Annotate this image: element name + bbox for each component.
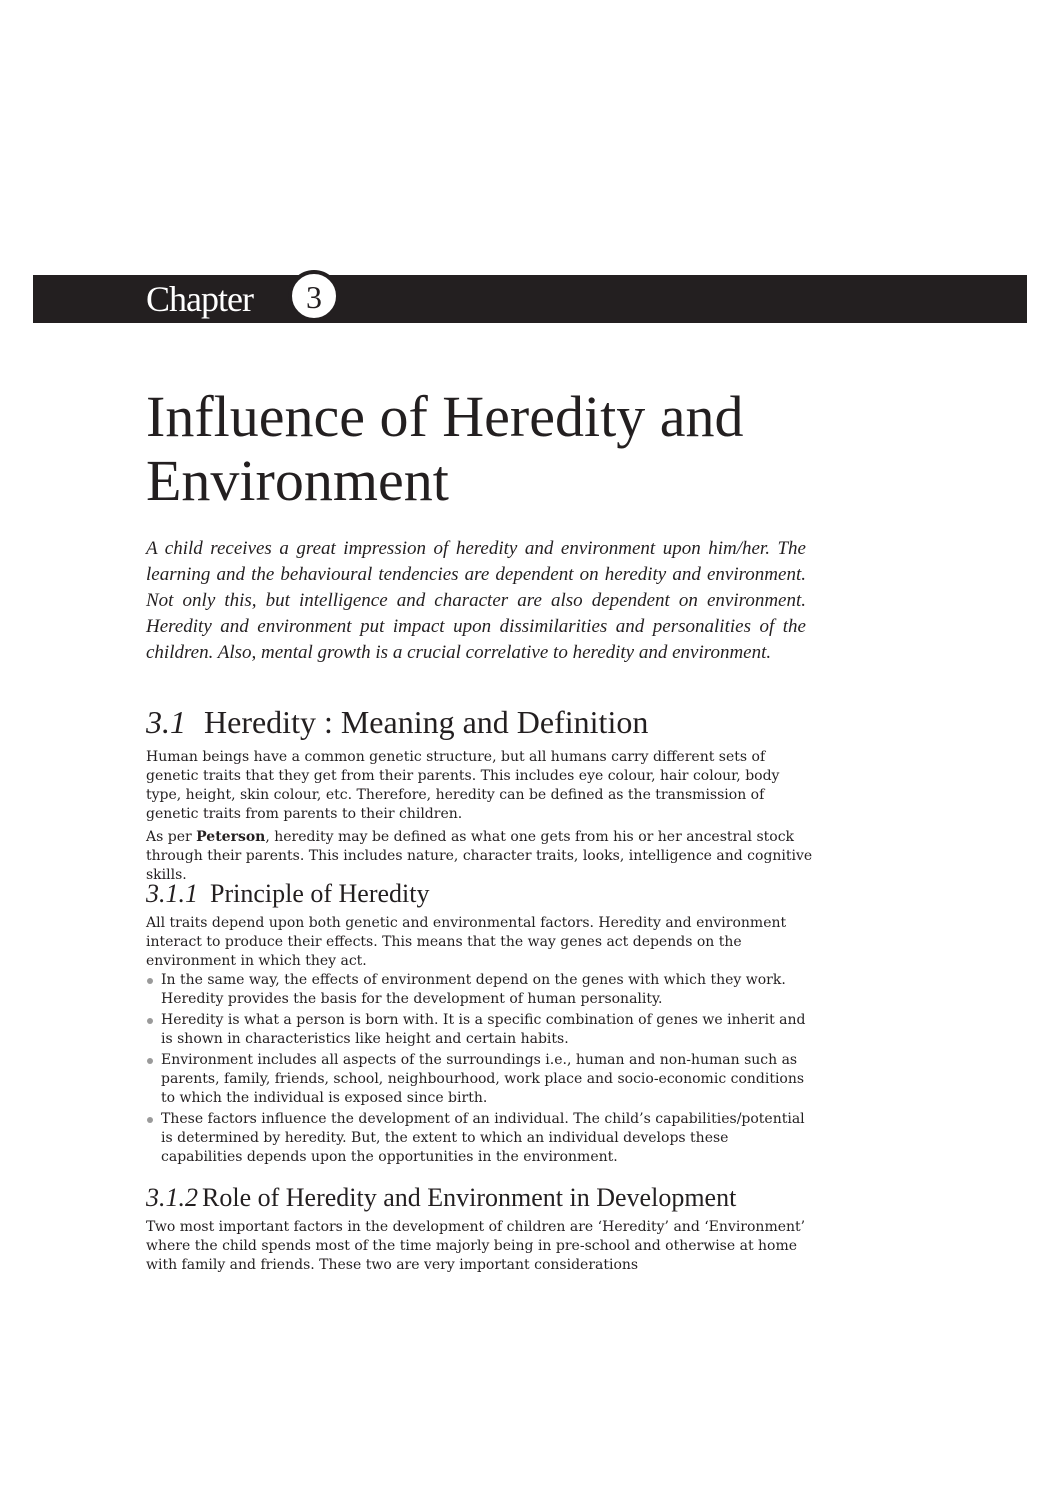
paragraph: All traits depend upon both genetic and environmental factors. Heredity and environment interact to produce their effects. This means that the way genes act depends on the environment in which they act. xyxy=(146,915,787,969)
chapter-title: Influence of Heredity and Environment xyxy=(146,384,744,513)
list-item xyxy=(146,1011,814,1049)
section-number: 3.1 xyxy=(146,704,186,740)
list-item xyxy=(146,971,814,1009)
bullet-icon xyxy=(147,1058,153,1064)
bullet-icon xyxy=(147,1018,153,1024)
section-title: Role of Heredity and Environment in Development xyxy=(202,1183,737,1212)
list-item-text: In the same way, the effects of environment depend on the genes with which they work. Heredity provides the basis for the development of human personality. xyxy=(161,972,786,1007)
list-item xyxy=(146,1051,814,1108)
section-number: 3.1.2 xyxy=(146,1183,198,1212)
author-name: Peterson xyxy=(196,829,266,845)
paragraph: Human beings have a common genetic structure, but all humans carry different sets of genetic traits that they get from their parents. This includes eye colour, hair colour, body type, height, skin colour, etc. Therefore, heredity can be defined as the transmission of genetic traits from parents to their children. xyxy=(146,749,780,822)
paragraph: Two most important factors in the development of children are ‘Heredity’ and ‘Environment’ where the child spends most of the time majorly being in pre-school and otherwise at home with family and friends. These two are very important considerations xyxy=(146,1219,806,1273)
section-title: Principle of Heredity xyxy=(210,879,430,908)
text-run: As per xyxy=(146,829,197,845)
bullet-icon xyxy=(147,978,153,984)
list-item xyxy=(146,1110,814,1167)
list-item-text: Environment includes all aspects of the surroundings i.e., human and non-human such as parents, family, friends, school, neighbourhood, work place and socio-economic conditions to which the individual is exposed since birth. xyxy=(161,1052,805,1106)
section-heading-3-1-1 xyxy=(146,877,430,911)
chapter-intro: A child receives a great impression of heredity and environment upon him/her. The learning and the behavioural tendencies are dependent on heredity and environment. Not only this, but intelligence and character are also dependent on environment. Heredity and environment put impact upon dissimilarities and personalities of the children. Also, mental growth is a crucial correlative to heredity and environment. xyxy=(146,538,806,663)
section-3-1-2-body xyxy=(146,1218,814,1279)
chapter-label: Chapter xyxy=(146,279,253,319)
section-title: Heredity : Meaning and Definition xyxy=(204,704,649,740)
section-3-1-1-body xyxy=(146,914,814,975)
bullet-icon xyxy=(147,1117,153,1123)
section-number: 3.1.1 xyxy=(146,879,198,908)
chapter-number-badge: 3 xyxy=(288,270,340,322)
list-item-text: Heredity is what a person is born with. It is a specific combination of genes we inherit and is shown in characteristics like height and certain habits. xyxy=(161,1012,806,1047)
section-heading-3-1 xyxy=(146,700,648,744)
section-heading-3-1-2 xyxy=(146,1181,736,1215)
bullet-list xyxy=(146,971,814,1169)
text-run: , heredity may be defined as what one gets from his or her ancestral stock through their parents. This includes nature, character traits, looks, intelligence and cognitive skills. xyxy=(146,829,813,883)
list-item-text: These factors influence the development of an individual. The child’s capabilities/potential is determined by heredity. But, the extent to which an individual develops these capabilities depends upon the opportunities in the environment. xyxy=(161,1111,805,1165)
section-3-1-body xyxy=(146,748,814,889)
